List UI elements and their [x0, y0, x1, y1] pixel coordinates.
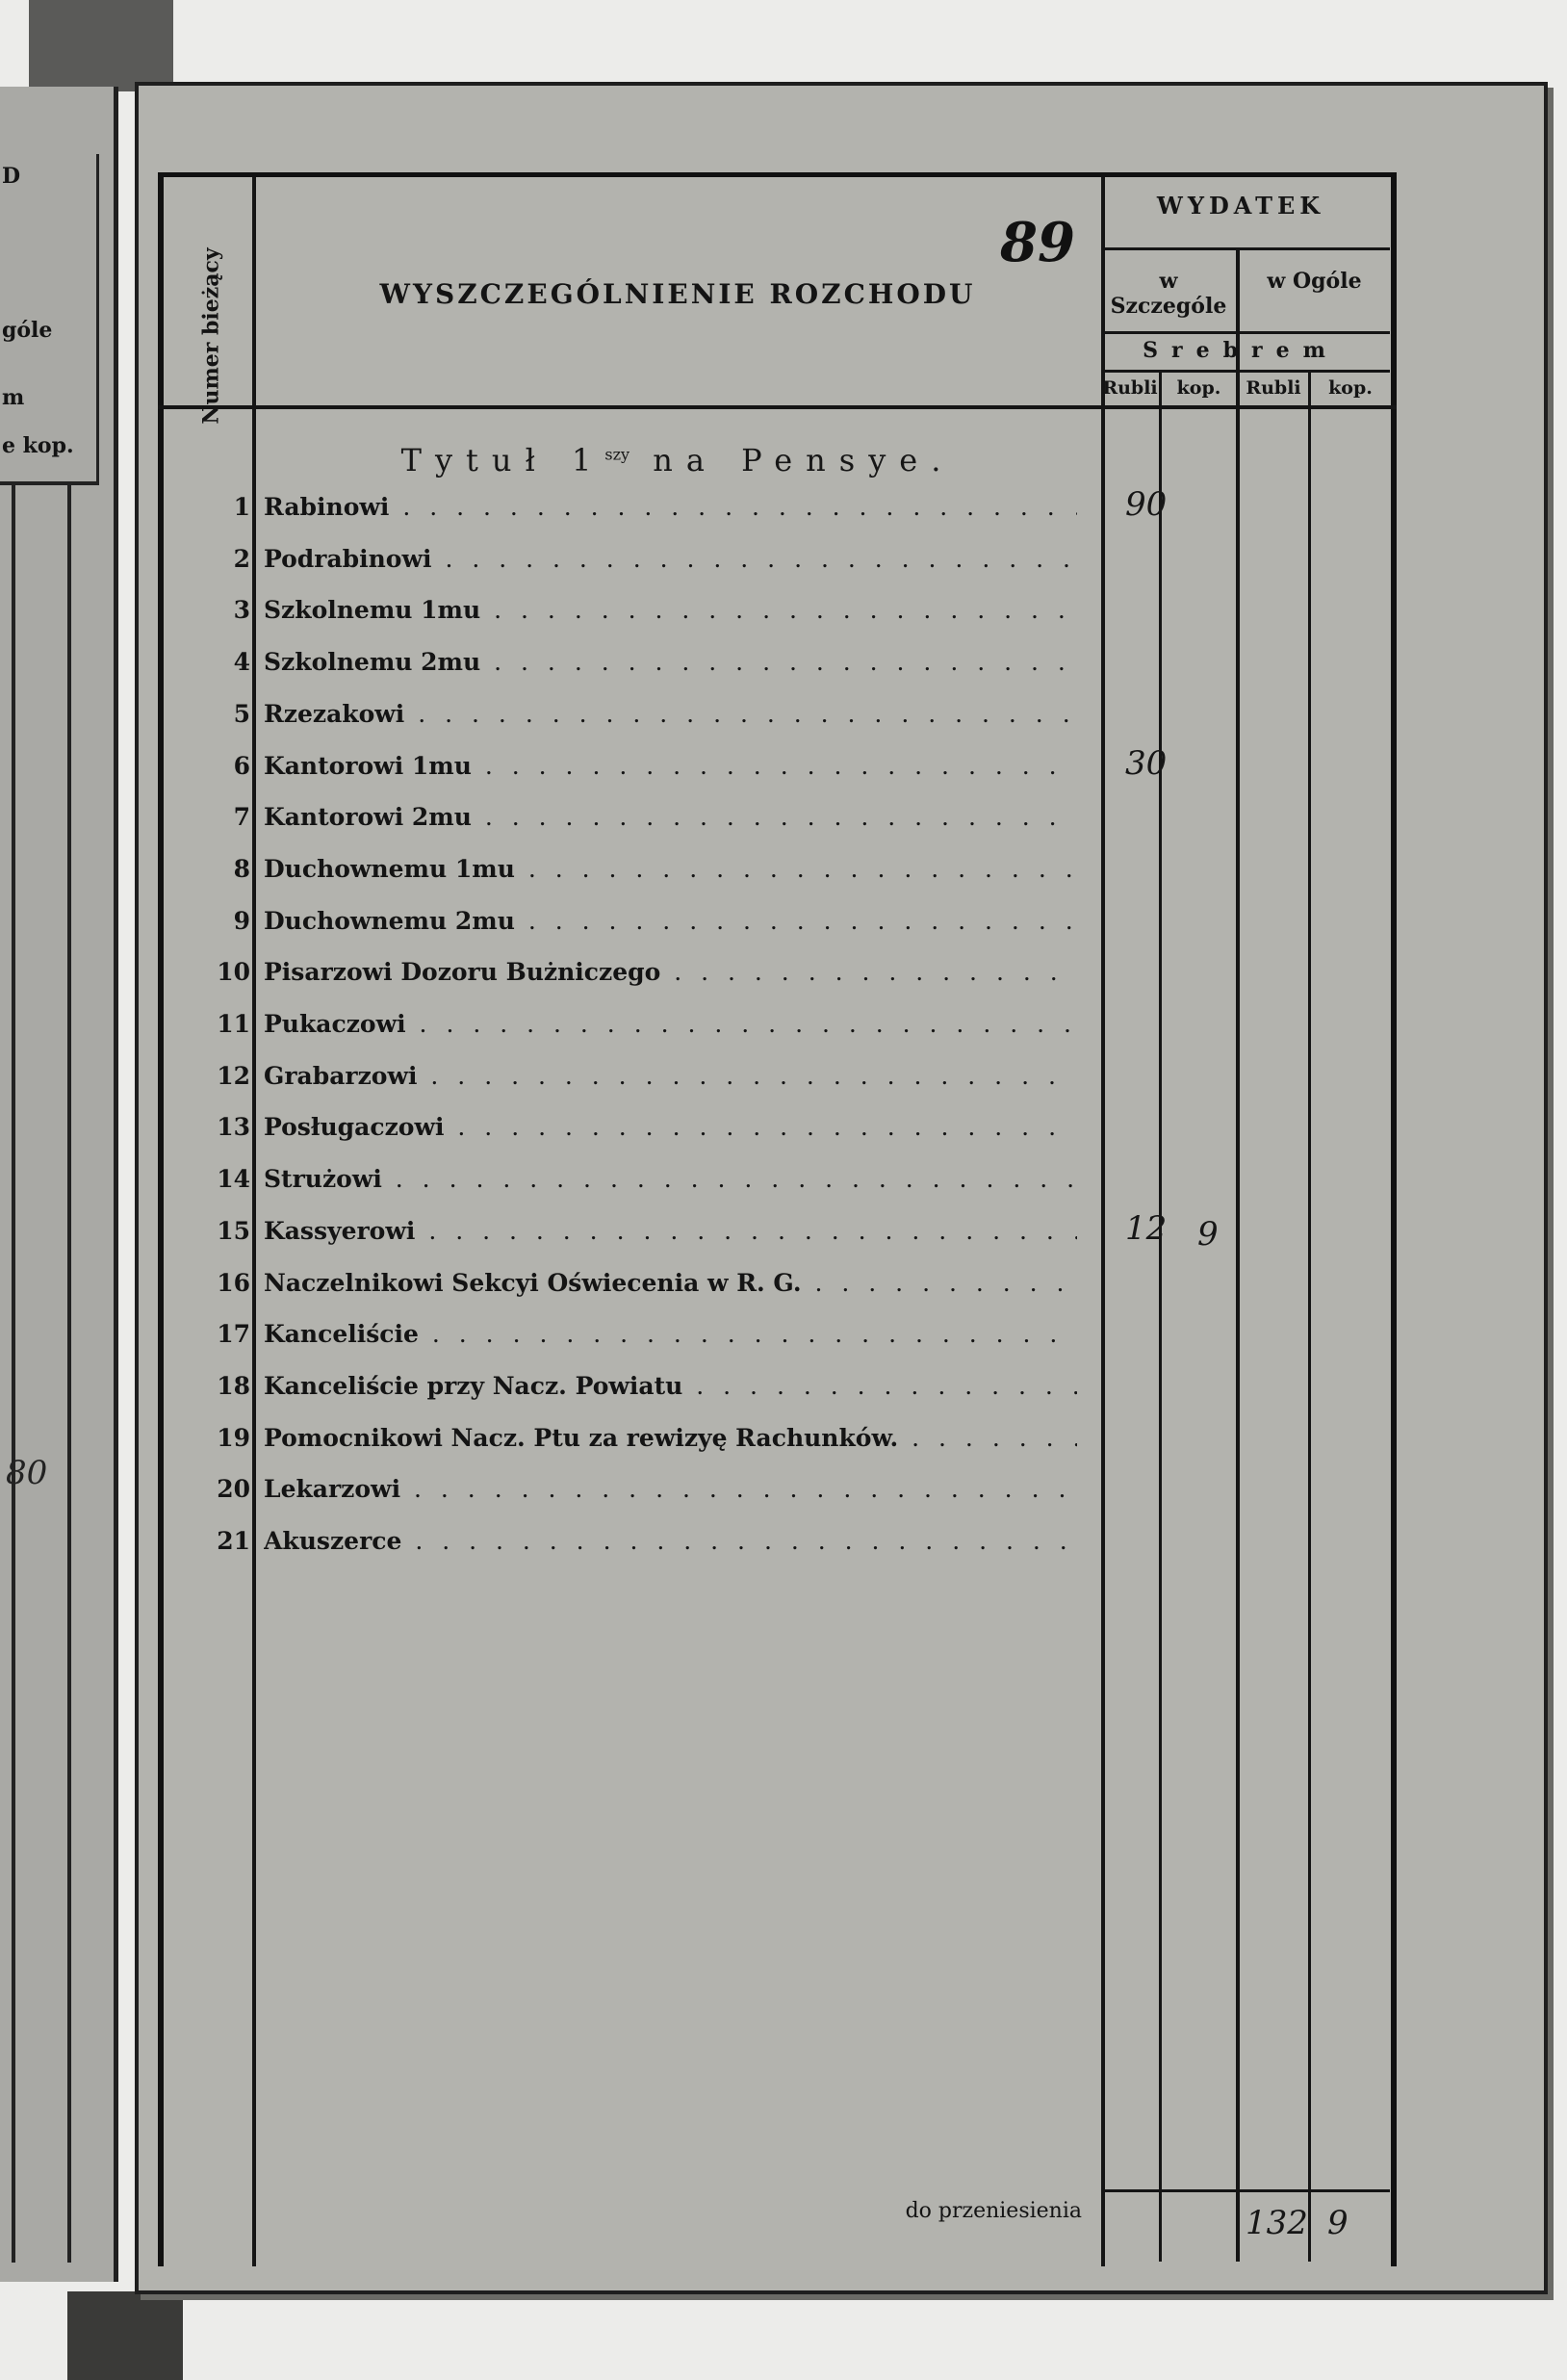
row-number: 5 [233, 699, 250, 728]
row-number: 12 [217, 1061, 250, 1090]
row-label: Podrabinowi . . . [264, 545, 1077, 573]
header-title: WYSZCZEGÓLNIENIE ROZCHODU [379, 278, 976, 310]
table-row [167, 588, 1092, 636]
row-label: Pukaczowi . . . [264, 1010, 1077, 1038]
row-label: Kantorowi 1mu . . . [264, 752, 1077, 780]
row-label: Rzezakowi . . . [264, 700, 1077, 728]
rubli-kop-rule-2 [1308, 370, 1311, 2262]
row-number: 3 [233, 596, 250, 625]
row-label: Strużowi . . . [264, 1165, 1077, 1193]
srebrem-rule [1101, 331, 1390, 334]
row-number: 19 [217, 1423, 250, 1452]
row-number: 2 [233, 544, 250, 573]
row-label: Kanceliście . . . [264, 1320, 1077, 1348]
row-label: Szkolnemu 1mu . . . [264, 596, 1077, 624]
table-row [167, 1519, 1092, 1567]
table-row [167, 537, 1092, 585]
table-row [167, 1364, 1092, 1412]
row-number: 15 [217, 1216, 250, 1245]
row-label: Kanceliście przy Nacz. Powiatu . . . [264, 1372, 1077, 1400]
header-w-ogole: w Ogóle [1267, 269, 1362, 294]
row-number: 13 [217, 1113, 250, 1142]
row-label: Posługaczowi . . . [264, 1113, 1077, 1141]
header-w-szczegole: w Szczególe [1110, 269, 1227, 319]
header-unit-kop-ogole: kop. [1328, 377, 1373, 399]
left-page-fragment [0, 87, 118, 2282]
szczegole-ogole-rule [1236, 247, 1240, 2262]
left-header-line: gólе [2, 318, 53, 343]
row-label: Lekarzowi . . . [264, 1475, 1077, 1503]
wydatek-rule [1101, 247, 1390, 250]
left-page-header [0, 154, 99, 485]
row-label: Naczelnikowi Sekcyi Oświecenia w R. G. . . . [264, 1269, 1077, 1297]
table-row [167, 950, 1092, 998]
table-row [167, 1312, 1092, 1360]
table-row [167, 899, 1092, 947]
row-number: 10 [217, 958, 250, 987]
header-numer-biezacy: Numer bieżący [199, 247, 225, 425]
table-row [167, 1467, 1092, 1515]
folio-number: 89 [1000, 211, 1075, 274]
carry-forward-label: do przeniesienia [905, 2199, 1082, 2223]
row-number: 4 [233, 648, 250, 677]
left-page-column-line [67, 481, 71, 2263]
ledger-page [135, 82, 1548, 2294]
row-amount-rubli: 90 [1125, 485, 1168, 524]
row-amount-kop: 9 [1197, 1214, 1219, 1254]
left-page-column-line [12, 481, 15, 2263]
row-label: Pomocnikowi Nacz. Ptu za rewizyę Rachunków. . . . [264, 1424, 1077, 1452]
row-label: Szkolnemu 2mu . . . [264, 648, 1077, 676]
binding-strip-bottom [67, 2291, 183, 2380]
row-number: 7 [233, 803, 250, 832]
row-number: 11 [217, 1010, 250, 1038]
table-row [167, 1105, 1092, 1153]
table-row [167, 1157, 1092, 1205]
total-kop: 9 [1327, 2204, 1349, 2242]
table-row [167, 1002, 1092, 1050]
binding-strip-top [29, 0, 173, 91]
row-label: Kantorowi 2mu . . . [264, 803, 1077, 831]
section-title: Tytuł $1^{szy}$ na Pensye. [400, 442, 955, 479]
row-number: 16 [217, 1268, 250, 1297]
header-bottom-rule [158, 405, 1397, 409]
left-header-line: m [2, 385, 25, 410]
header-unit-rubli-ogole: Rubli [1246, 377, 1301, 399]
table-row [167, 795, 1092, 843]
row-number: 1 [233, 493, 250, 521]
row-label: Duchownemu 1mu . . . [264, 855, 1077, 883]
table-row [167, 1261, 1092, 1309]
amount-section-rule [1101, 177, 1105, 2266]
left-header-line: e kop. [2, 433, 74, 458]
row-number: 8 [233, 854, 250, 883]
left-header-line: D [2, 164, 21, 189]
row-number: 21 [217, 1527, 250, 1555]
table-row [167, 1208, 1219, 1257]
table-row [167, 692, 1092, 740]
total-rule [1101, 2189, 1390, 2192]
rubli-kop-rule-1 [1159, 370, 1162, 2262]
row-label: Kassyerowi . . . [264, 1217, 1077, 1245]
table-row [167, 640, 1092, 688]
table-row [167, 485, 1168, 533]
table-row [167, 1416, 1092, 1464]
row-label: Rabinowi . . . [264, 493, 1077, 521]
header-unit-rubli: Rubli [1102, 377, 1158, 399]
row-number: 20 [217, 1475, 250, 1504]
row-label: Grabarzowi . . . [264, 1062, 1077, 1090]
row-number: 18 [217, 1371, 250, 1400]
row-number: 9 [233, 906, 250, 935]
header-unit-kop: kop. [1176, 377, 1221, 399]
row-label: Akuszerce . . . [264, 1527, 1077, 1555]
unit-rule [1101, 370, 1390, 373]
header-srebrem: Srebrem [1143, 338, 1339, 363]
total-rubli: 132 [1246, 2204, 1308, 2242]
row-number: 6 [233, 751, 250, 780]
table-row [167, 1054, 1092, 1102]
row-number: 14 [217, 1165, 250, 1194]
row-amount-rubli: 12 [1125, 1208, 1168, 1248]
header-wydatek: WYDATEK [1156, 192, 1325, 220]
row-label: Duchownemu 2mu . . . [264, 907, 1077, 935]
row-amount-rubli: 30 [1125, 743, 1168, 783]
row-number: 17 [217, 1320, 250, 1349]
left-page-handwritten-value: 80 [6, 1454, 48, 1492]
row-label: Pisarzowi Dozoru Bużniczego . . . [264, 958, 1077, 986]
table-row [167, 847, 1092, 895]
table-row [167, 743, 1168, 792]
